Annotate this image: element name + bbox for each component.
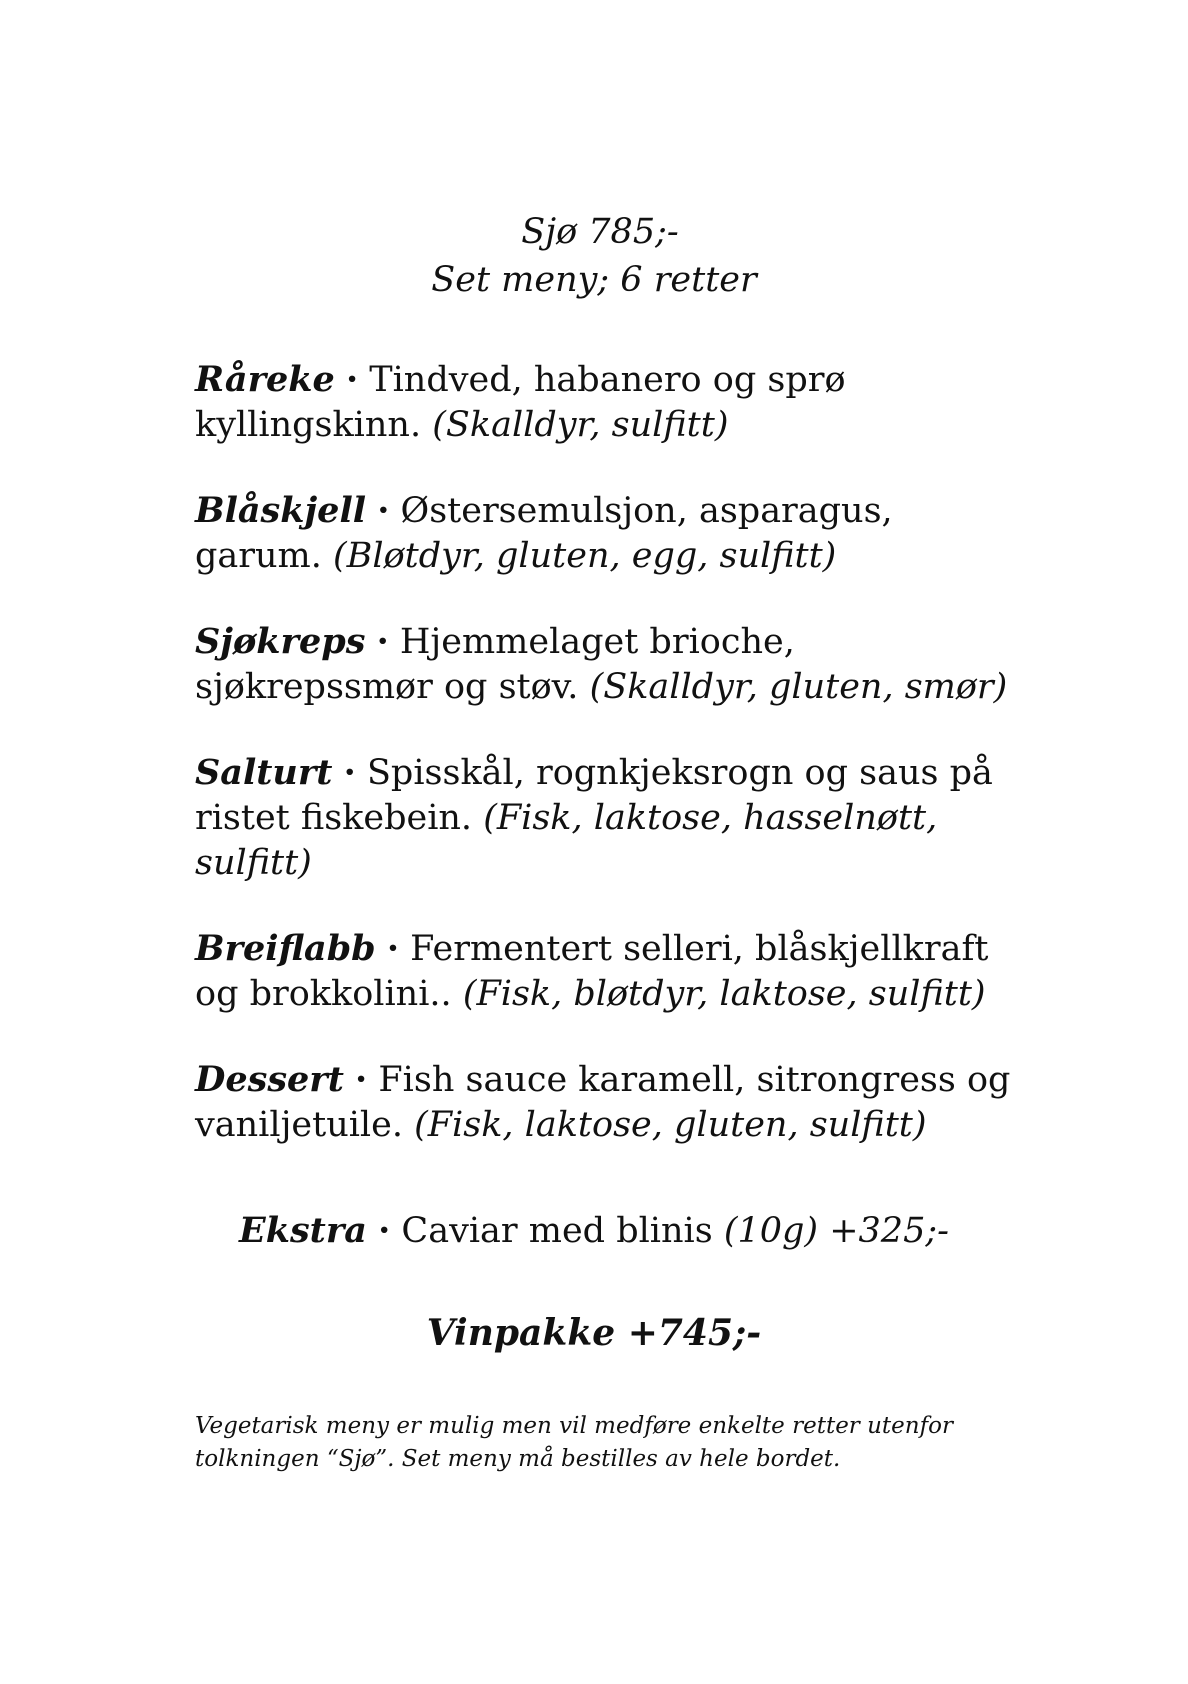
course-name: Blåskjell xyxy=(195,490,367,531)
menu-title: Sjø 785;- xyxy=(521,212,679,252)
course-item xyxy=(195,926,1015,1017)
course-item xyxy=(195,357,1015,448)
course-list xyxy=(195,357,1015,1188)
course-name: Salturt xyxy=(195,752,333,793)
extra-line xyxy=(0,1207,1188,1255)
course-name: Råreke xyxy=(195,359,335,400)
extra-name: Ekstra xyxy=(239,1210,367,1251)
course-item xyxy=(195,619,1015,710)
course-allergens: (Fisk, laktose, hasselnøtt, sulfitt) xyxy=(195,798,938,883)
course-item xyxy=(195,488,1015,579)
course-description: Hjemmelaget brioche, sjøkrepssmør og støv. xyxy=(195,622,795,707)
separator-dot: · xyxy=(377,490,390,531)
course-allergens: (Skalldyr, sulfitt) xyxy=(432,405,729,445)
wine-package xyxy=(0,1309,1188,1357)
extra-description: Caviar med blinis xyxy=(401,1211,713,1251)
separator-dot: · xyxy=(355,1059,368,1100)
course-description: Spisskål, rognkjeksrogn og saus på ristet fiskebein. xyxy=(195,753,993,838)
course-allergens: (Bløtdyr, gluten, egg, sulfitt) xyxy=(333,536,837,576)
separator-dot: · xyxy=(378,1210,391,1251)
course-item xyxy=(195,750,1015,886)
menu-header xyxy=(0,208,1188,304)
separator-dot: · xyxy=(345,359,359,400)
menu-footnote: Vegetarisk meny er mulig men vil medføre enkelte retter utenfor tolkningen “Sjø”. Set meny må bestilles av hele bordet. xyxy=(195,1413,953,1472)
wine-package-label: Vinpakke +745;- xyxy=(426,1312,762,1354)
separator-dot: · xyxy=(376,621,389,662)
course-description: Østersemulsjon, asparagus, garum. xyxy=(195,491,893,576)
separator-dot: · xyxy=(386,928,399,969)
course-allergens: (Skalldyr, gluten, smør) xyxy=(589,667,1008,707)
course-item xyxy=(195,1057,1015,1148)
course-name: Sjøkreps xyxy=(195,621,366,662)
course-allergens: (Fisk, laktose, gluten, sulfitt) xyxy=(414,1105,927,1145)
course-name: Dessert xyxy=(195,1059,344,1100)
course-description: Tindved, habanero og sprø kyllingskinn. xyxy=(195,360,846,445)
course-description: Fish sauce karamell, sitrongress og vaniljetuile. xyxy=(195,1060,1011,1145)
course-name: Breiflabb xyxy=(195,928,376,969)
course-description: Fermentert selleri, blåskjellkraft og brokkolini.. xyxy=(195,929,989,1014)
course-allergens: (Fisk, bløtdyr, laktose, sulfitt) xyxy=(462,974,986,1014)
menu-subtitle: Set meny; 6 retter xyxy=(431,260,757,300)
separator-dot: · xyxy=(343,752,356,793)
extra-price: (10g) +325;- xyxy=(723,1211,949,1251)
